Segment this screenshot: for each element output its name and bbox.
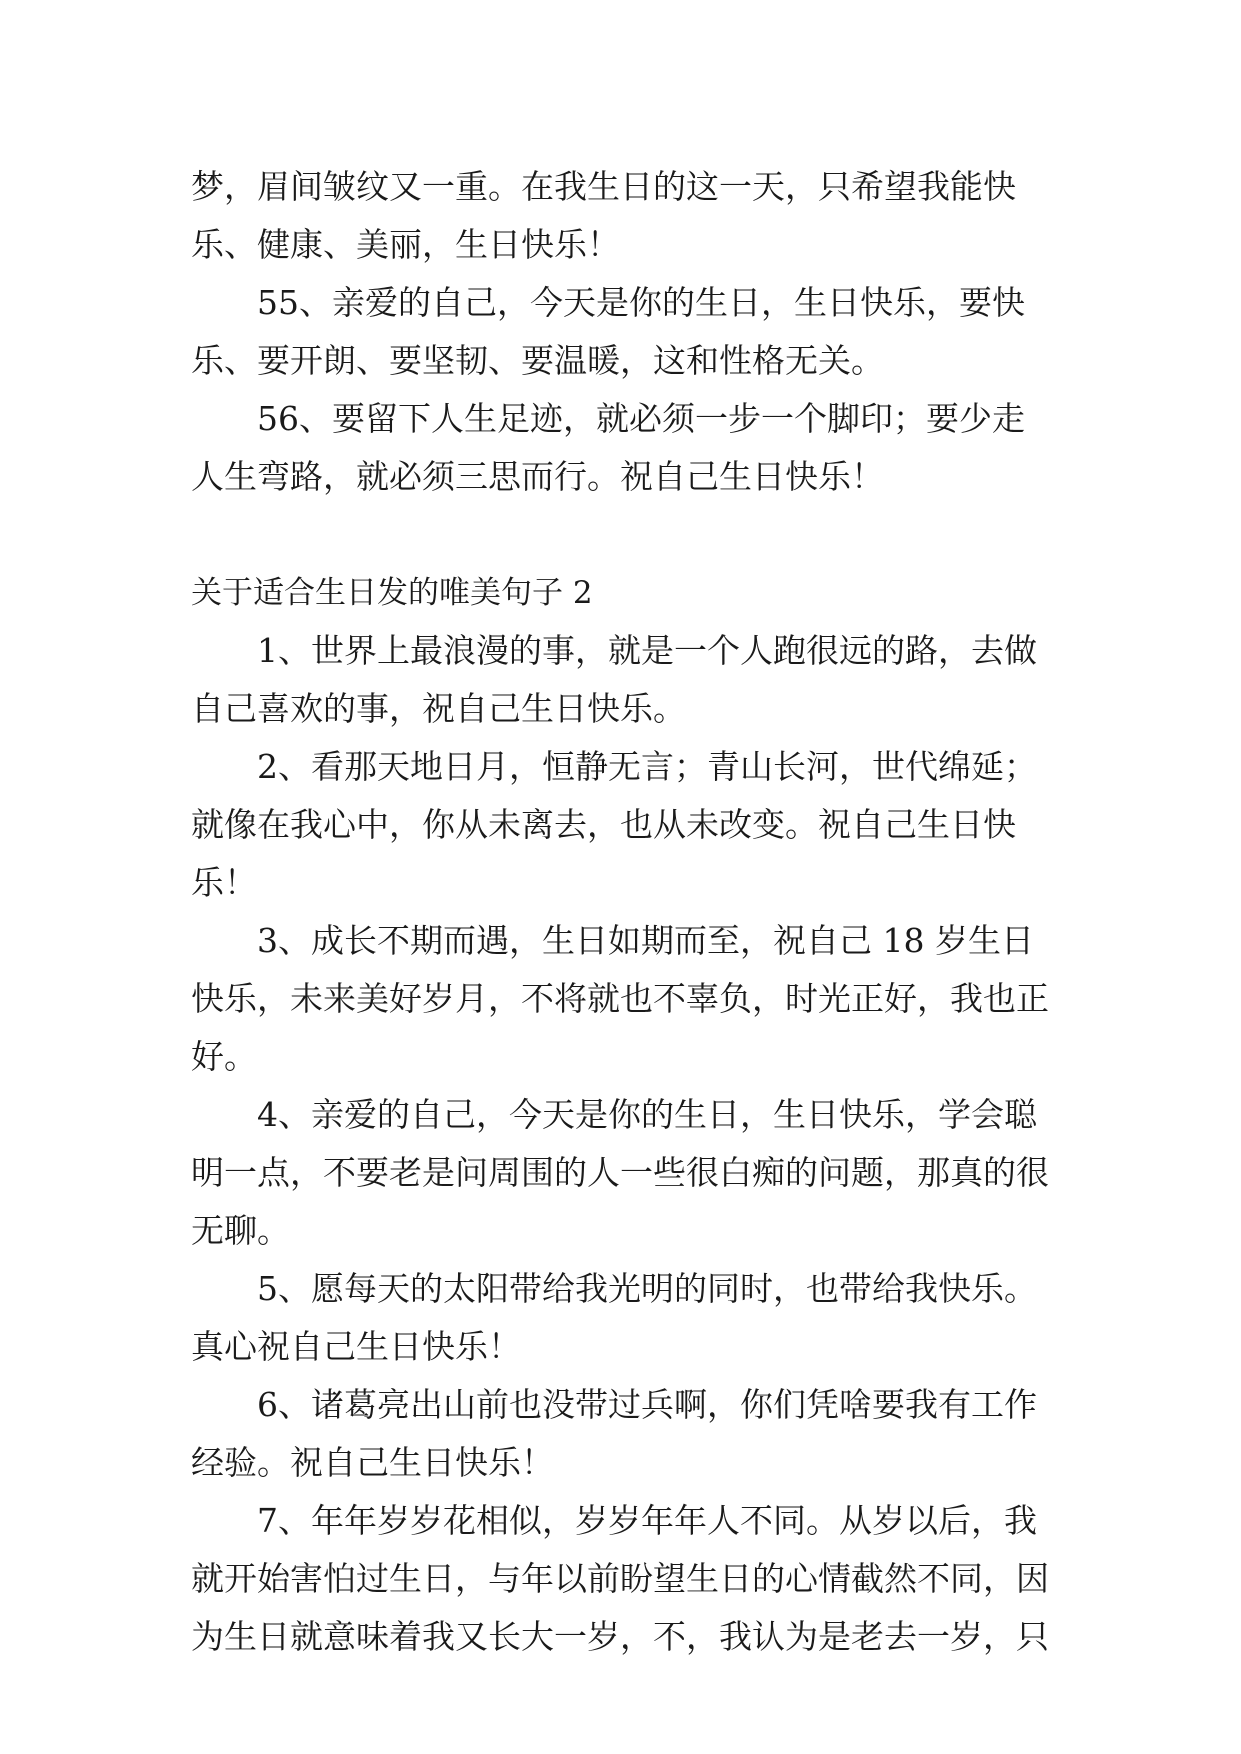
- list-item: 3、成长不期而遇，生日如期而至，祝自己 18 岁生日快乐，未来美好岁月，不将就也不辜负，时光正好，我也正好。: [191, 921, 1049, 1076]
- document-body: [191, 158, 1051, 1666]
- list-item: 2、看那天地日月，恒静无言；青山长河，世代绵延；就像在我心中，你从未离去，也从未改变。祝自己生日快乐！: [191, 747, 1037, 902]
- list-item: 56、要留下人生足迹，就必须一步一个脚印；要少走人生弯路，就必须三思而行。祝自己生日快乐！: [191, 399, 1025, 496]
- continued-paragraph: 梦，眉间皱纹又一重。在我生日的这一天，只希望我能快乐、健康、美丽，生日快乐！: [191, 167, 1016, 264]
- list-item: 4、亲爱的自己，今天是你的生日，生日快乐，学会聪明一点，不要老是问周围的人一些很白痴的问题，那真的很无聊。: [191, 1095, 1049, 1250]
- section-heading: 关于适合生日发的唯美句子 2: [191, 575, 593, 611]
- list-item: 55、亲爱的自己，今天是你的生日，生日快乐，要快乐、要开朗、要坚韧、要温暖，这和性格无关。: [191, 283, 1025, 380]
- list-item: 1、世界上最浪漫的事，就是一个人跑很远的路，去做自己喜欢的事，祝自己生日快乐。: [191, 631, 1037, 728]
- list-item: 5、愿每天的太阳带给我光明的同时，也带给我快乐。真心祝自己生日快乐！: [191, 1269, 1037, 1366]
- list-item: 6、诸葛亮出山前也没带过兵啊，你们凭啥要我有工作经验。祝自己生日快乐！: [191, 1385, 1037, 1482]
- list-item: 7、年年岁岁花相似，岁岁年年人不同。从岁以后，我就开始害怕过生日，与年以前盼望生日的心情截然不同，因为生日就意味着我又长大一岁，不，我认为是老去一岁，只: [191, 1501, 1049, 1656]
